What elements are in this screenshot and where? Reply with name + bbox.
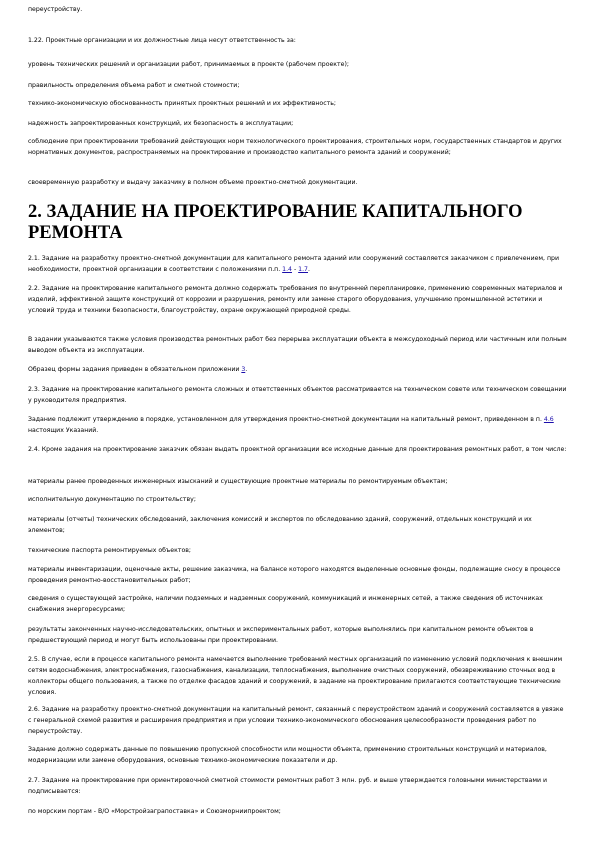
paragraph: [28, 414, 568, 436]
paragraph-text: -: [291, 266, 299, 273]
paragraph-text: 2.1. Задание на разработку проектно-сметной документации для капитального ремонта зданий или сооружений составляется заказчиком с привлечением, при необходимости, проектной организации в соответствии с положениями п.п.: [28, 255, 559, 273]
paragraph: [28, 253, 568, 275]
paragraph: исполнительную документацию по строительству;: [28, 496, 196, 503]
paragraph-text: Образец формы задания приведен в обязательном приложении: [28, 366, 242, 373]
paragraph: 2.6. Задание на разработку проектно-сметной документации на капитальный ремонт, связанный с переустройством зданий и сооружений составляется в увязке с генеральной схемой развития и расширения предприятия и при условии технико-экономического обоснования целесообразности проведения работ по переустройству.: [28, 706, 564, 735]
paragraph: уровень технических решений и организации работ, принимаемых в проекте (рабочем проекте);: [28, 61, 349, 68]
paragraph: технические паспорта ремонтируемых объектов;: [28, 547, 191, 554]
paragraph: 1.22. Проектные организации и их должностные лица несут ответственность за:: [28, 37, 296, 44]
paragraph: сведения о существующей застройке, наличии подземных и надземных сооружений, коммуникаций и инженерных сетей, а также сведения об источниках снабжения энергоресурсами;: [28, 595, 543, 613]
paragraph: материалы ранее проведенных инженерных изысканий и существующие проектные материалы по ремонтируемым объектам;: [28, 478, 448, 485]
paragraph: результаты законченных научно-исследовательских, опытных и экспериментальных работ, которые выполнялись при капитальном ремонте объектов в предшествующий период и могут быть использованы при проектировании.: [28, 626, 534, 644]
link-appendix-3[interactable]: 3: [241, 366, 246, 373]
paragraph: по морским портам - В/О «Морстройзаграпоставка» и Союзморниипроектом;: [28, 808, 281, 815]
paragraph: материалы (отчеты) технических обследований, заключения комиссий и экспертов по обследованию зданий, сооружений, отдельных конструкций и их элементов;: [28, 516, 532, 534]
paragraph: 2.5. В случае, если в процессе капитального ремонта намечается выполнение требований местных организаций по изменению условий подключения к внешним сетям водоснабжения, электроснабжения, газоснабжения, канализации, теплоснабжения, выполнение очистных сооружений, обезвреживанию сточных вод в коллекторы общего пользования, а также по отделке фасадов зданий и сооружений, в задание на проектирование прилагаются соответствующие технические условия.: [28, 656, 563, 696]
paragraph: надежность запроектированных конструкций, их безопасность в эксплуатации;: [28, 120, 294, 127]
paragraph: [28, 364, 568, 375]
link-section-1-7[interactable]: 1.7: [298, 266, 308, 273]
paragraph: В задании указываются также условия производства ремонтных работ без перерыва эксплуатации объекта в межсудоходный период или частичным или полным выводом объекта из эксплуатации.: [28, 336, 567, 354]
paragraph: 2.3. Задание на проектирование капитального ремонта сложных и ответственных объектов рассматривается на техническом совете или техническом совещании у руководителя предприятия.: [28, 386, 567, 404]
paragraph: технико-экономическую обоснованность принятых проектных решений и их эффективность;: [28, 100, 336, 107]
paragraph: своевременную разработку и выдачу заказчику в полном объеме проектно-сметной документации.: [28, 179, 358, 186]
paragraph-text: .: [245, 366, 248, 373]
link-section-4-6[interactable]: 4.6: [543, 416, 554, 423]
paragraph: соблюдение при проектировании требований действующих норм технологического проектирования, строительных норм, государственных стандартов и других нормативных документов, распространяемых на проектирование и производство капитального ремонта зданий и сооружений;: [28, 138, 562, 156]
paragraph: Задание должно содержать данные по повышению пропускной способности или мощности объекта, применению строительных конструкций и материалов, модернизации или замене оборудования, основные технико-экономические показатели и др.: [28, 746, 547, 764]
link-section-1-4[interactable]: 1.4: [282, 266, 292, 273]
paragraph-text: .: [308, 266, 310, 273]
paragraph-text: настоящих Указаний.: [28, 427, 99, 434]
section-heading: 2. ЗАДАНИЕ НА ПРОЕКТИРОВАНИЕ КАПИТАЛЬНОГО РЕМОНТА: [28, 202, 523, 243]
paragraph: переустройству.: [28, 6, 83, 13]
paragraph: 2.4. Кроме задания на проектирование заказчик обязан выдать проектной организации все исходные данные для проектирования ремонтных работ, в том числе:: [28, 446, 567, 453]
paragraph: материалы инвентаризации, оценочные акты, решение заказчика, на балансе которого находятся выделенные основные фонды, подлежащие сносу в процессе проведения ремонтно-восстановительных работ;: [28, 566, 561, 584]
paragraph-text: Задание подлежит утверждению в порядке, установленном для утверждения проектно-сметной документации на капитальный ремонт, приведенном в п.: [28, 416, 544, 423]
paragraph: 2.7. Задание на проектирование при ориентировочной сметной стоимости ремонтных работ 3 млн. руб. и выше утверждается головными министерствами и подписывается:: [28, 777, 548, 795]
paragraph: правильность определения объема работ и сметной стоимости;: [28, 82, 240, 89]
paragraph: 2.2. Задание на проектирование капитального ремонта должно содержать требования по внутренней перепланировке, применению современных материалов и изделий, эффективной защите конструкций от коррозии и разрушения, ремонту или замене старого оборудования, улучшению промышленной эстетики и условий труда и техники безопасности, благоустройству, охране окружающей природной среды.: [28, 285, 563, 314]
